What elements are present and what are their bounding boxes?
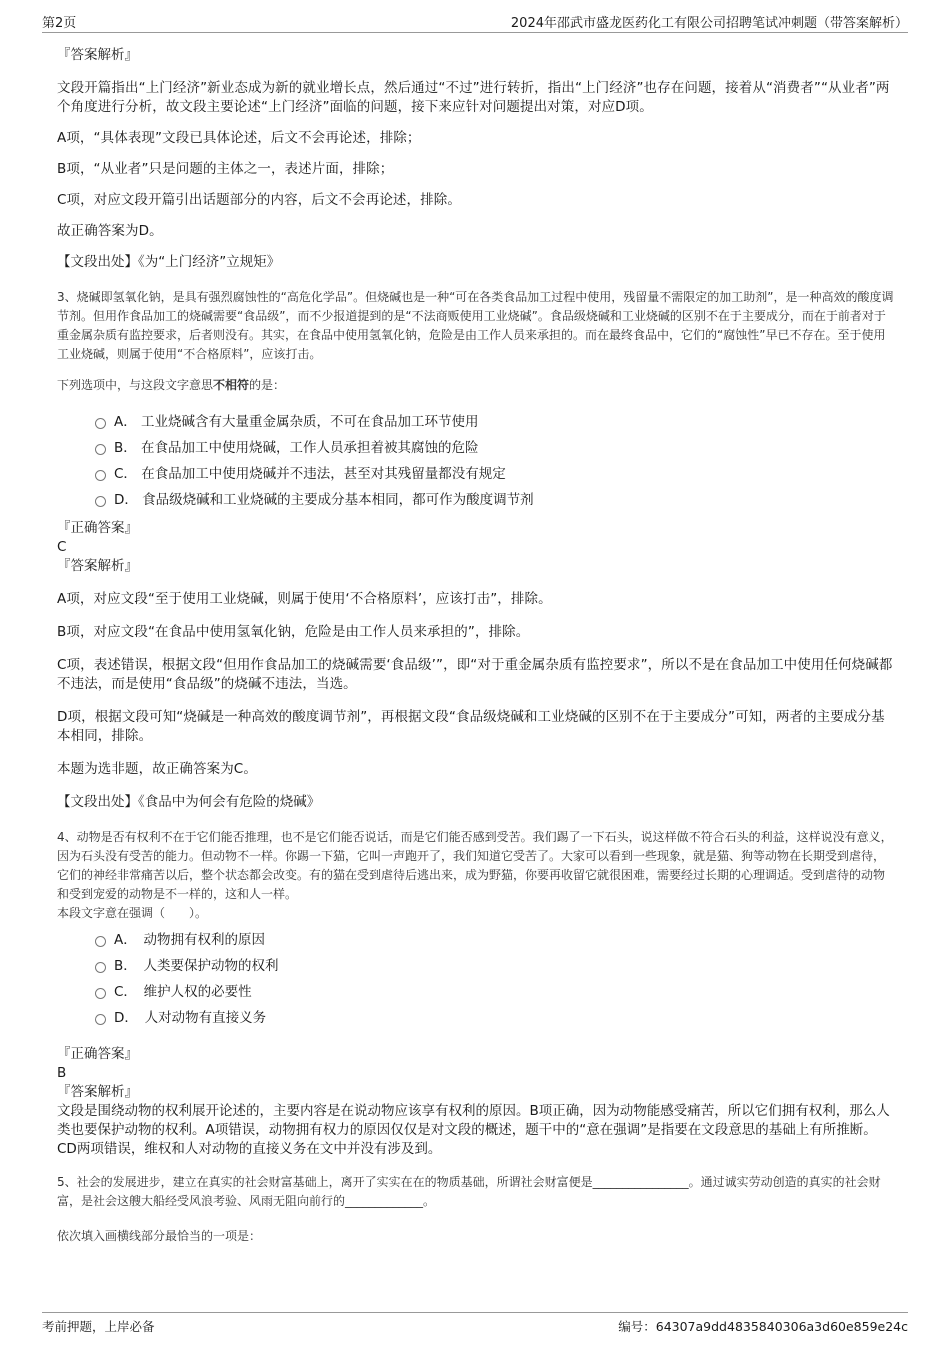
question-5-prompt: 依次填入画横线部分最恰当的一项是：: [57, 1229, 262, 1243]
analysis-item-b: B项，对应文段“在食品中使用氢氧化钠，危险是由工作人员来承担的”，排除。: [57, 624, 530, 640]
question-4-prompt: 本段文字意在强调（ ）。: [57, 906, 208, 920]
option-b[interactable]: [95, 953, 895, 979]
serial-label: 编号：: [618, 1319, 656, 1334]
page-number: 第2页: [42, 16, 77, 31]
source-citation: 【文段出处】《为“上门经济”立规矩》: [57, 254, 281, 270]
fill-blank-1[interactable]: ________________: [592, 1175, 689, 1189]
option-c[interactable]: [95, 979, 895, 1005]
question-3-prompt: [57, 376, 895, 395]
option-label: B． 人类要保护动物的权利: [114, 958, 279, 974]
question-3-options: [95, 409, 895, 513]
correct-answer-title: 『正确答案』: [57, 520, 138, 536]
option-label: A． 动物拥有权利的原因: [114, 932, 265, 948]
radio-icon[interactable]: [95, 962, 106, 973]
option-label: D． 人对动物有直接义务: [114, 1010, 267, 1026]
option-d[interactable]: [95, 487, 895, 513]
source-citation: 【文段出处】《食品中为何会有危险的烧碱》: [57, 794, 321, 810]
analysis-item-a: A项，对应文段“至于使用工业烧碱，则属于使用‘不合格原料’，应该打击”，排除。: [57, 591, 552, 607]
option-a[interactable]: [95, 409, 895, 435]
radio-icon[interactable]: [95, 1014, 106, 1025]
radio-icon[interactable]: [95, 470, 106, 481]
question-4-options: [95, 927, 895, 1031]
prompt-text: 下列选项中，与这段文字意思: [57, 378, 214, 392]
analysis-title: 『答案解析』: [57, 47, 138, 63]
stem-text: 。: [423, 1194, 436, 1208]
analysis-title: 『答案解析』: [57, 1084, 138, 1100]
fill-blank-2[interactable]: _____________: [345, 1194, 424, 1208]
option-label: B． 在食品加工中使用烧碱，工作人员承担着被其腐蚀的危险: [114, 440, 479, 456]
analysis-item-c: C项，对应文段开篇引出话题部分的内容，后文不会再论述，排除。: [57, 192, 461, 208]
question-4-stem: 4、动物是否有权利不在于它们能否推理，也不是它们能否说话，而是它们能否感到受苦。我们踢了一下石头，说这样做不符合石头的利益，这样说没有意义，因为石头没有受苦的能力。但动物不一样。你踢一下猫，它叫一声跑开了，我们知道它受苦了。大家可以看到一些现象，就是猫、狗等动物在长期受到虐待，它们的神经非常痛苦以后，整个状态都会改变。有的猫在受到虐待后逃出来，成为野猫，你要再收留它就很困难，需要经过长期的心理调适。受到虐待的动物和受到宠爱的动物是不一样的，这和人一样。: [57, 830, 893, 901]
footer-slogan: 考前押题，上岸必备: [42, 1319, 155, 1334]
radio-icon[interactable]: [95, 418, 106, 429]
footer-serial: [618, 1317, 908, 1335]
analysis-item-d: D项，根据文段可知“烧碱是一种高效的酸度调节剂”，再根据文段“食品级烧碱和工业烧碱的区别不在于主要成分”可知，两者的主要成分基本相同，排除。: [57, 709, 885, 744]
option-c[interactable]: [95, 461, 895, 487]
page-content: [57, 46, 895, 1246]
analysis-item-c: C项，表述错误，根据文段“但用作食品加工的烧碱需要‘食品级’”，即“对于重金属杂质有监控要求”，所以不是在食品加工中使用任何烧碱都不违法，而是使用“食品级”的烧碱不违法，当选。: [57, 657, 893, 692]
prompt-text: 的是：: [249, 378, 286, 392]
correct-answer: C: [57, 539, 67, 555]
radio-icon[interactable]: [95, 444, 106, 455]
serial-number: 64307a9dd4835840306a3d60e859e24c: [655, 1319, 908, 1334]
analysis-paragraph: 文段开篇指出“上门经济”新业态成为新的就业增长点，然后通过“不过”进行转折，指出“上门经济”也存在问题，接着从“消费者”“从业者”两个角度进行分析，故文段主要论述“上门经济”面临的问题，接下来应针对问题提出对策，对应D项。: [57, 80, 890, 115]
analysis-item-b: B项，“从业者”只是问题的主体之一，表述片面，排除；: [57, 161, 394, 177]
correct-answer: B: [57, 1065, 67, 1081]
stem-text: 。通过诚实劳动创造的真实的社会财富，是社会这艘大船经受风浪考验、风雨无阻向前行的: [57, 1175, 881, 1208]
analysis-title: 『答案解析』: [57, 558, 138, 574]
correct-answer-title: 『正确答案』: [57, 1046, 138, 1062]
option-d[interactable]: [95, 1005, 895, 1031]
analysis-conclusion: 本题为选非题，故正确答案为C。: [57, 761, 257, 777]
option-a[interactable]: [95, 927, 895, 953]
radio-icon[interactable]: [95, 936, 106, 947]
stem-text: 5、社会的发展进步，建立在真实的社会财富基础上，离开了实实在在的物质基础，所谓社会财富便是: [57, 1175, 593, 1189]
option-label: C． 在食品加工中使用烧碱并不违法，甚至对其残留量都没有规定: [114, 466, 506, 482]
radio-icon[interactable]: [95, 988, 106, 999]
question-3-stem: 3、烧碱即氢氧化钠，是具有强烈腐蚀性的“高危化学品”。但烧碱也是一种“可在各类食品加工过程中使用，残留量不需限定的加工助剂”，是一种高效的酸度调节剂。但用作食品加工的烧碱需要“食品级”，而不少报道提到的是“不法商贩使用工业烧碱”。食品级烧碱和工业烧碱的区别不在于主要成分，而在于前者对于重金属杂质有监控要求，后者则没有。其实，在食品中使用氢氧化钠，危险是由工作人员来承担的。而在最终食品中，它们的“腐蚀性”早已不存在。至于使用工业烧碱，则属于使用“不合格原料”，应该打击。: [57, 290, 894, 361]
option-label: D． 食品级烧碱和工业烧碱的主要成分基本相同，都可作为酸度调节剂: [114, 492, 534, 508]
page-footer: [42, 1312, 908, 1337]
radio-icon[interactable]: [95, 496, 106, 507]
analysis-item-a: A项，“具体表现”文段已具体论述，后文不会再论述，排除；: [57, 130, 421, 146]
page-header: [42, 12, 908, 33]
option-b[interactable]: [95, 435, 895, 461]
analysis-conclusion: 故正确答案为D。: [57, 223, 163, 239]
option-label: A． 工业烧碱含有大量重金属杂质，不可在食品加工环节使用: [114, 414, 479, 430]
question-5-stem: [57, 1173, 895, 1211]
analysis-paragraph: 文段是围绕动物的权利展开论述的，主要内容是在说动物应该享有权利的原因。B项正确，因为动物能感受痛苦，所以它们拥有权利，那么人类也要保护动物的权利。A项错误，动物拥有权力的原因仅仅是对文段的概述，题干中的“意在强调”是指要在文段意思的基础上有所推断。CD两项错误，维权和人对动物的直接义务在文中并没有涉及到。: [57, 1103, 890, 1157]
prompt-emphasis: 不相符: [213, 378, 250, 392]
option-label: C． 维护人权的必要性: [114, 984, 252, 1000]
document-title: 2024年邵武市盛龙医药化工有限公司招聘笔试冲刺题（带答案解析）: [510, 16, 908, 31]
